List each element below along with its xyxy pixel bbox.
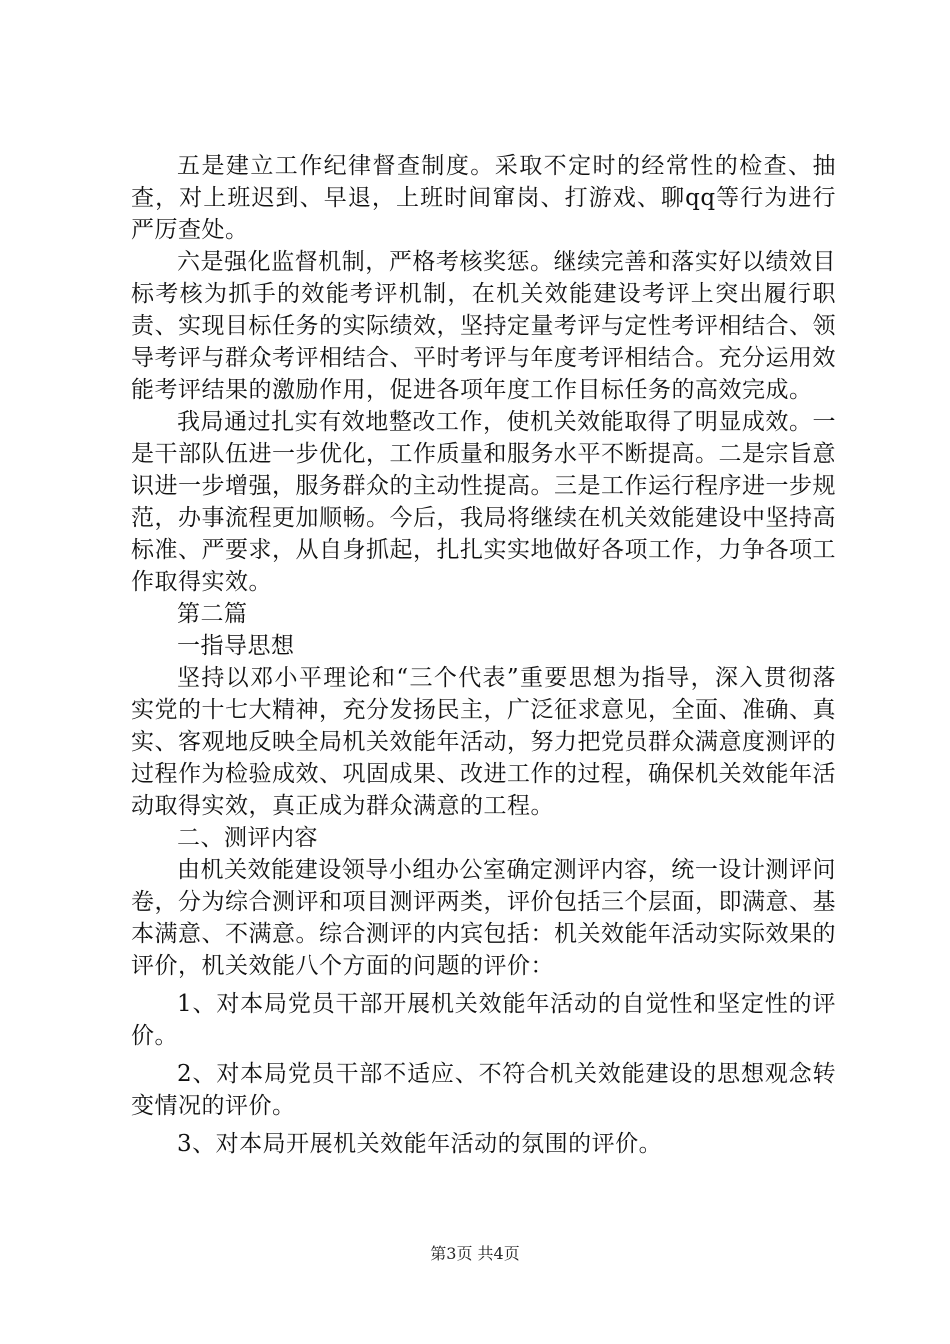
section-heading-guiding-ideology: 一指导思想 [177,633,295,659]
paragraph-evaluation-content: 由机关效能建设领导小组办公室确定测评内容，统一设计测评问卷，分为综合测评和项目测评两类，评价包括三个层面，即满意、基本满意、不满意。综合测评的内宾包括：机关效能年活动实际效果的评价，机关效能八个方面的问题的评价： [131,857,836,979]
section-heading-evaluation-content: 二、测评内容 [177,825,318,851]
list-item-evaluation-3: 3、对本局开展机关效能年活动的氛围的评价。 [177,1131,663,1157]
paragraph-rectification-results: 我局通过扎实有效地整改工作，使机关效能取得了明显成效。一是干部队伍进一步优化，工作质量和服务水平不断提高。二是宗旨意识进一步增强，服务群众的主动性提高。三是工作运行程序进一步规范，办事流程更加顺畅。今后，我局将继续在机关效能建设中坚持高标准、严要求，从自身抓起，扎扎实实地做好各项工作，力争各项工作取得实效。 [131,409,836,595]
paragraph-guiding-ideology: 坚持以邓小平理论和“三个代表”重要思想为指导，深入贯彻落实党的十七大精神，充分发扬民主，广泛征求意见，全面、准确、真实、客观地反映全局机关效能年活动，努力把党员群众满意度测评的过程作为检验成效、巩固成果、改进工作的过程，确保机关效能年活动取得实效，真正成为群众满意的工程。 [131,665,836,819]
list-item-evaluation-1: 1、对本局党员干部开展机关效能年活动的自觉性和坚定性的评价。 [131,991,836,1049]
page-number-label: 第3页 共4页 [430,1244,520,1263]
document-body [131,150,836,1160]
page-footer [0,1244,950,1264]
list-item-evaluation-2: 2、对本局党员干部不适应、不符合机关效能建设的思想观念转变情况的评价。 [131,1061,836,1119]
paragraph-discipline-inspection: 五是建立工作纪律督查制度。采取不定时的经常性的检查、抽查，对上班迟到、早退，上班时间窜岗、打游戏、聊qq等行为进行严厉查处。 [131,153,836,243]
paragraph-supervision-mechanism: 六是强化监督机制，严格考核奖惩。继续完善和落实好以绩效目标考核为抓手的效能考评机制，在机关效能建设考评上突出履行职责、实现目标任务的实际绩效，坚持定量考评与定性考评相结合、领导考评与群众考评相结合、平时考评与年度考评相结合。充分运用效能考评结果的激励作用，促进各项年度工作目标任务的高效完成。 [131,249,836,403]
section-heading-part-two: 第二篇 [177,601,248,627]
